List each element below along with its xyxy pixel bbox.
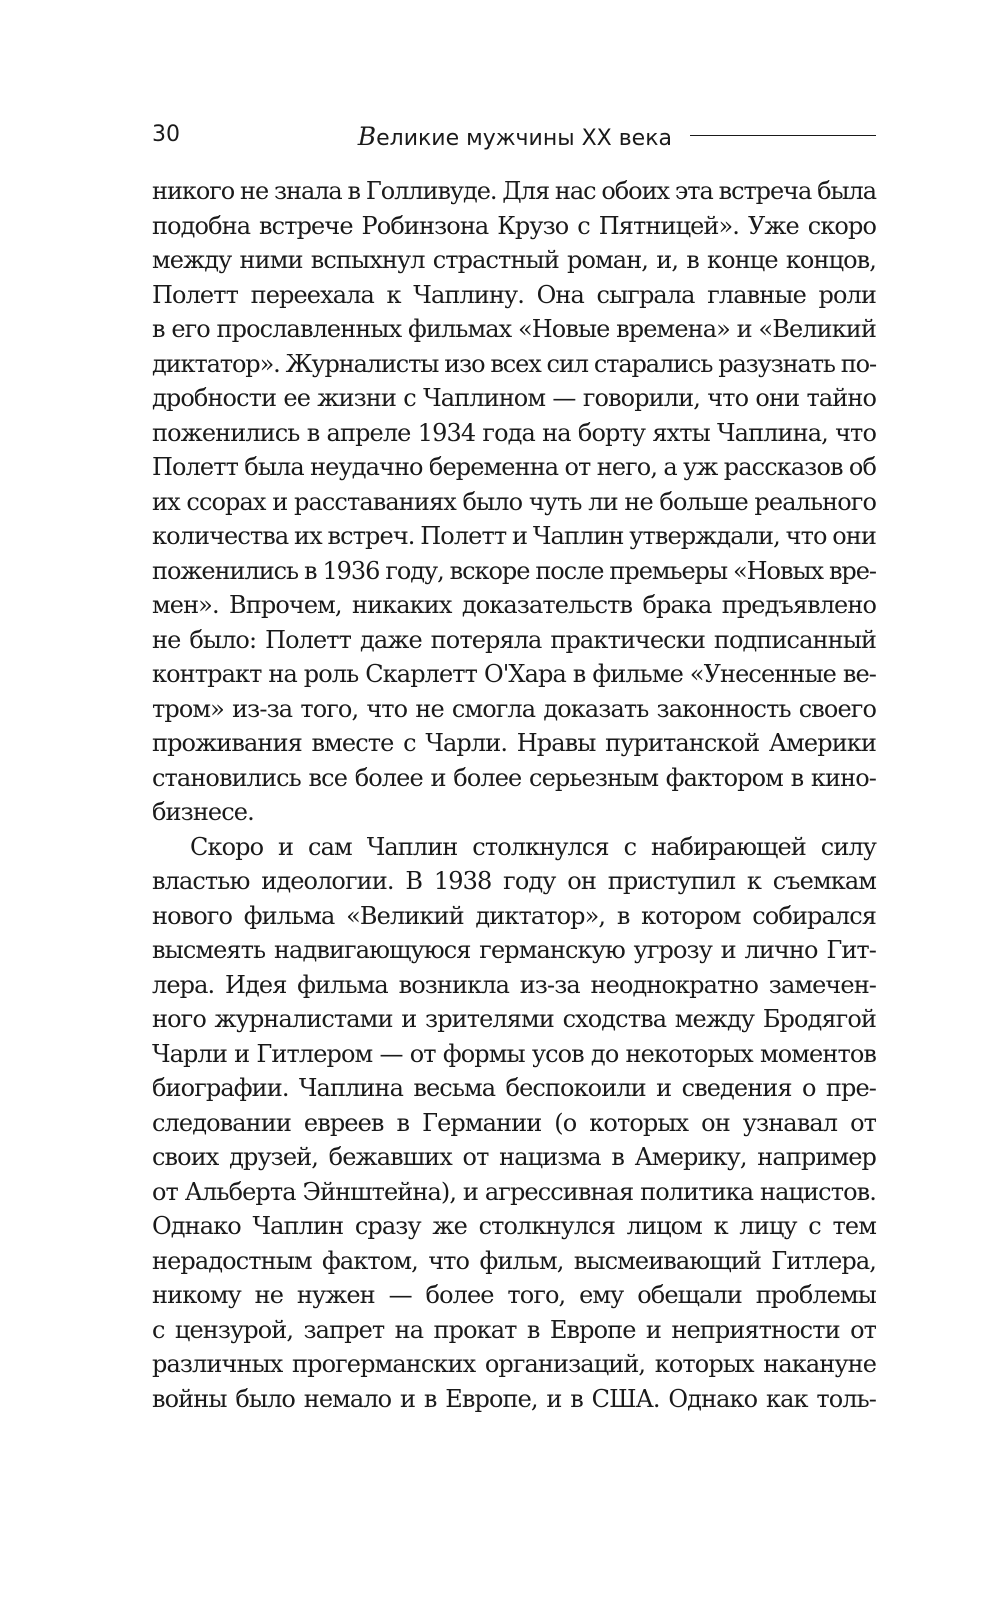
text-line: следовании евреев в Германии (о которых он узнавал от — [152, 1108, 876, 1137]
text-line: количества их встреч. Полетт и Чаплин утверждали, что они — [152, 522, 876, 550]
running-title — [358, 122, 672, 151]
text-line: поженились в апреле 1934 года на борту яхты Чаплина, что — [152, 418, 876, 447]
text-line: в его прославленных фильмах «Новые времена» и «Великий — [152, 315, 876, 343]
text-line: Чарли и Гитлером — от формы усов до некоторых моментов — [152, 1039, 876, 1068]
running-title-initial: В — [357, 122, 377, 151]
body-text — [152, 174, 876, 1416]
text-line: между ними вспыхнул страстный роман, и, в конце концов, — [152, 246, 876, 274]
text-line: становились все более и более серьезным фактором в кино- — [152, 763, 876, 792]
paragraph-first-line: Скоро и сам Чаплин столкнулся с набирающей силу — [190, 832, 876, 861]
text-line: никого не знала в Голливуде. Для нас обоих эта встреча была — [152, 177, 876, 205]
text-line: нового фильма «Великий диктатор», в котором собирался — [152, 901, 876, 930]
text-line: своих друзей, бежавших от нацизма в Америку, например — [152, 1143, 876, 1171]
header-rule — [690, 135, 876, 136]
text-line: нерадостным фактом, что фильм, высмеивающий Гитлера, — [152, 1246, 876, 1275]
text-line: различных прогерманских организаций, которых накануне — [152, 1350, 876, 1378]
text-line: тром» из-за того, что не смогла доказать законность своего — [152, 694, 876, 723]
text-line: Полетт была неудачно беременна от него, а уж рассказов об — [152, 453, 876, 481]
page-number: 30 — [152, 122, 180, 147]
text-line: поженились в 1936 году, вскоре после премьеры «Новых вре- — [152, 556, 876, 585]
text-line: войны было немало и в Европе, и в США. Однако как толь- — [152, 1384, 876, 1413]
text-line: мен». Впрочем, никаких доказательств брака предъявлено — [152, 591, 876, 619]
text-line: лера. Идея фильма возникла из-за неоднократно замечен- — [152, 970, 876, 999]
text-line: биографии. Чаплина весьма беспокоили и сведения о пре- — [152, 1074, 876, 1102]
text-line: Полетт переехала к Чаплину. Она сыграла главные роли — [152, 280, 876, 309]
text-line: проживания вместе с Чарли. Нравы пуританской Америки — [152, 729, 876, 757]
text-line: подобна встрече Робинзона Крузо с Пятницей». Уже скоро — [152, 211, 876, 240]
text-line: Однако Чаплин сразу же столкнулся лицом к лицу с тем — [152, 1212, 876, 1240]
paragraph-end-line: бизнесе. — [152, 798, 254, 826]
text-line: от Альберта Эйнштейна), и агрессивная политика нацистов. — [152, 1177, 876, 1206]
text-line: никому не нужен — более того, ему обещали проблемы — [152, 1281, 876, 1309]
text-line: диктатор». Журналисты изо всех сил старались разузнать по- — [152, 349, 876, 378]
text-line: властью идеологии. В 1938 году он приступил к съемкам — [152, 867, 876, 895]
text-line: с цензурой, запрет на прокат в Европе и неприятности от — [152, 1315, 876, 1344]
text-line: дробности ее жизни с Чаплином — говорили, что они тайно — [152, 384, 876, 412]
text-line: не было: Полетт даже потеряла практически подписанный — [152, 625, 876, 654]
running-title-rest: еликие мужчины XX века — [376, 126, 672, 151]
text-line: ного журналистами и зрителями сходства между Бродягой — [152, 1005, 876, 1033]
running-header — [152, 118, 876, 158]
text-line: контракт на роль Скарлетт О'Хара в фильме «Унесенные ве- — [152, 660, 876, 688]
text-line: их ссорах и расставаниях было чуть ли не больше реального — [152, 487, 876, 516]
text-line: высмеять надвигающуюся германскую угрозу и лично Гит- — [152, 936, 876, 964]
